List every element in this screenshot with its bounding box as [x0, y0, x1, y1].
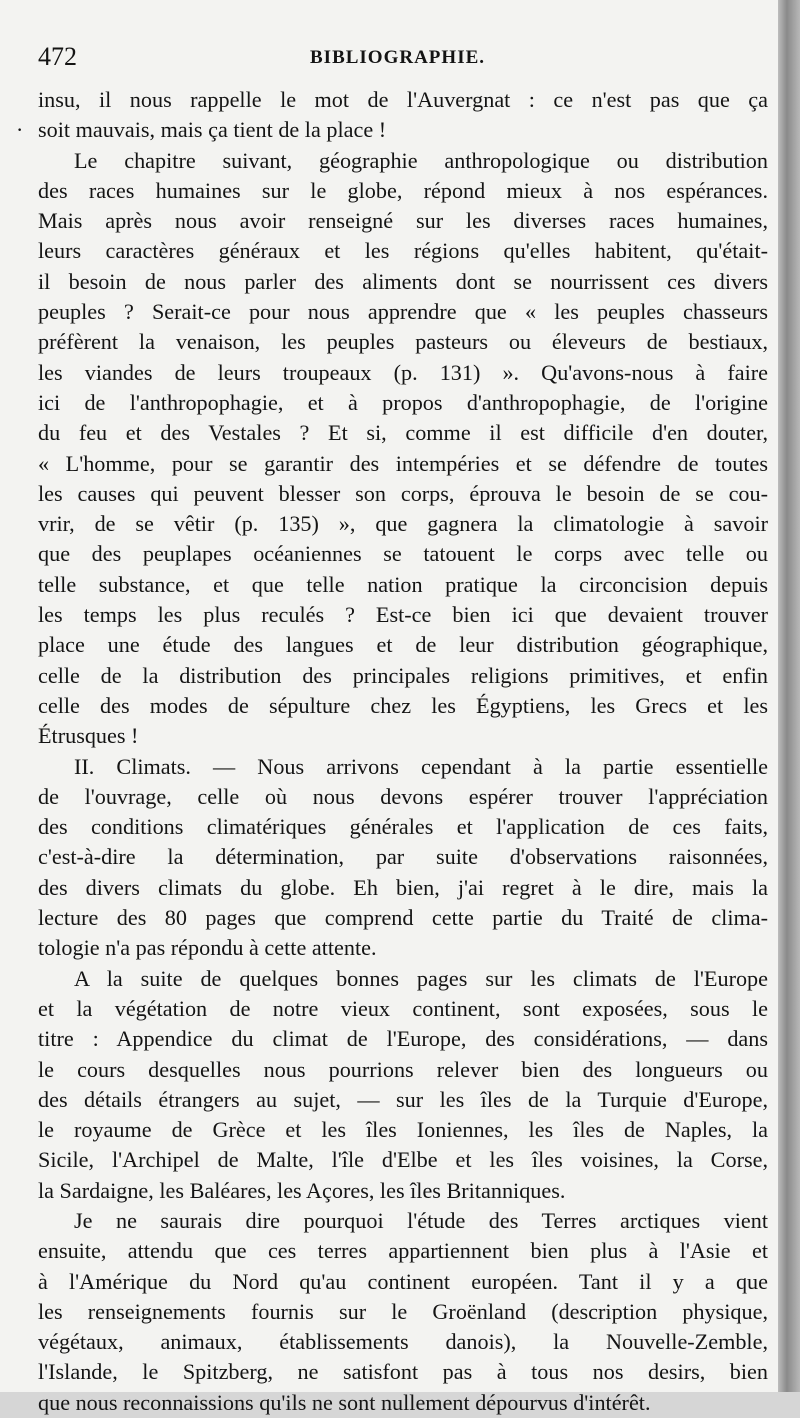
text-line [38, 1357, 768, 1387]
line-text: Mais après nous avoir renseigné sur les diverses races humaines, [38, 208, 768, 234]
page-header [38, 40, 768, 80]
text-line [38, 721, 768, 751]
text-line [38, 1145, 768, 1175]
text-line [38, 206, 768, 236]
text-line [38, 479, 768, 509]
text-line [38, 842, 768, 872]
text-line [38, 388, 768, 418]
line-text: soit mauvais, mais ça tient de la place ! [38, 117, 387, 143]
line-text: les renseignements fournis sur le Groënland (description physique, [38, 1298, 768, 1324]
text-line [38, 509, 768, 539]
text-line [38, 812, 768, 842]
text-line [38, 600, 768, 630]
text-line [38, 630, 768, 660]
text-line [38, 1115, 768, 1145]
line-text: ici de l'anthropophagie, et à propos d'anthropophagie, de l'origine [38, 389, 768, 415]
line-text: « L'homme, pour se garantir des intempéries et se défendre de toutes [38, 450, 768, 476]
text-line [38, 964, 768, 994]
line-text: leurs caractères généraux et les régions qu'elles habitent, qu'était- [38, 238, 768, 264]
text-line [38, 1297, 768, 1327]
text-line [38, 146, 768, 176]
line-text: les causes qui peuvent blesser son corps, éprouva le besoin de se cou- [38, 480, 768, 506]
running-head: BIBLIOGRAPHIE. [310, 47, 486, 68]
line-text: le cours desquelles nous pourrions relever bien des longueurs ou [38, 1056, 768, 1082]
text-line [38, 1024, 768, 1054]
line-text: des détails étrangers au sujet, — sur les îles de la Turquie d'Europe, [38, 1086, 768, 1112]
text-line [38, 994, 768, 1024]
line-text: telle substance, et que telle nation pratique la circoncision depuis [38, 571, 768, 597]
line-text: Sicile, l'Archipel de Malte, l'île d'Elbe et les îles voisines, la Corse, [38, 1147, 768, 1173]
text-line [38, 176, 768, 206]
text-line [38, 449, 768, 479]
line-text: que des peuplapes océaniennes se tatouent le corps avec telle ou [38, 541, 768, 567]
text-line [38, 236, 768, 266]
line-text: l'Islande, le Spitzberg, ne satisfont pas à tous nos desirs, bien [38, 1359, 768, 1385]
line-text: Je ne saurais dire pourquoi l'étude des Terres arctiques vient [74, 1207, 768, 1233]
line-text: du feu et des Vestales ? Et si, comme il est difficile d'en douter, [38, 420, 768, 446]
text-line [38, 1267, 768, 1297]
line-text: celle des modes de sépulture chez les Égyptiens, les Grecs et les [38, 692, 768, 718]
text-line [38, 570, 768, 600]
text-line [38, 297, 768, 327]
text-line [38, 267, 768, 297]
line-text: ensuite, attendu que ces terres appartiennent bien plus à l'Asie et [38, 1238, 768, 1264]
line-text: les temps les plus reculés ? Est-ce bien ici que devaient trouver [38, 602, 768, 628]
line-text: des races humaines sur le globe, répond mieux à nos espérances. [38, 177, 768, 203]
text-line [38, 1176, 768, 1206]
text-line [38, 691, 768, 721]
line-text: préfèrent la venaison, les peuples pasteurs ou éleveurs de bestiaux, [38, 329, 768, 355]
text-line [38, 85, 768, 115]
line-text: place une étude des langues et de leur distribution géographique, [38, 632, 768, 658]
line-text: titre : Appendice du climat de l'Europe, des considérations, — dans [38, 1026, 768, 1052]
line-text: le royaume de Grèce et les îles Ioniennes, les îles de Naples, la [38, 1117, 768, 1143]
text-line [38, 539, 768, 569]
text-line [38, 903, 768, 933]
line-text: de l'ouvrage, celle où nous devons espérer trouver l'appréciation [38, 783, 768, 809]
line-text: celle de la distribution des principales religions primitives, et enfin [38, 662, 768, 688]
line-text: végétaux, animaux, établissements danois), la Nouvelle-Zemble, [38, 1329, 768, 1355]
line-text: tologie n'a pas répondu à cette attente. [38, 935, 377, 961]
text-line [38, 873, 768, 903]
line-text: peuples ? Serait-ce pour nous apprendre que « les peuples chasseurs [38, 299, 768, 325]
line-text: lecture des 80 pages que comprend cette partie du Traité de clima- [38, 905, 768, 931]
text-line [38, 1327, 768, 1357]
line-text: II. Climats. — Nous arrivons cependant à la partie essentielle [74, 753, 768, 779]
text-line [38, 327, 768, 357]
text-line [38, 1206, 768, 1236]
text-line [38, 1388, 768, 1418]
line-text: les viandes de leurs troupeaux (p. 131) ». Qu'avons-nous à faire [38, 359, 768, 385]
line-text: Étrusques ! [38, 723, 139, 749]
line-text: vrir, de se vêtir (p. 135) », que gagnera la climatologie à savoir [38, 511, 768, 537]
line-text: la Sardaigne, les Baléares, les Açores, les îles Britanniques. [38, 1177, 566, 1203]
line-text: que nous reconnaissions qu'ils ne sont nullement dépourvus d'intérêt. [38, 1389, 651, 1415]
line-text: Le chapitre suivant, géographie anthropologique ou distribution [74, 147, 768, 173]
text-line [38, 661, 768, 691]
text-line [38, 752, 768, 782]
text-line [38, 782, 768, 812]
line-text: insu, il nous rappelle le mot de l'Auvergnat : ce n'est pas que ça [38, 87, 768, 112]
line-text: et la végétation de notre vieux continent, sont exposées, sous le [38, 995, 768, 1021]
text-line [38, 1236, 768, 1266]
text-line [38, 1055, 768, 1085]
body-text [16, 85, 768, 1418]
margin-mark: · [16, 117, 24, 143]
text-line [38, 418, 768, 448]
page-edge-shadow [778, 0, 800, 1392]
line-text: A la suite de quelques bonnes pages sur les climats de l'Europe [74, 965, 768, 991]
text-line [16, 115, 768, 145]
text-line [38, 1085, 768, 1115]
page-number: 472 [38, 42, 77, 71]
text-line [38, 358, 768, 388]
line-text: c'est-à-dire la détermination, par suite d'observations raisonnées, [38, 844, 768, 870]
line-text: il besoin de nous parler des aliments dont se nourrissent ces divers [38, 268, 768, 294]
text-line [38, 933, 768, 963]
line-text: des divers climats du globe. Eh bien, j'ai regret à le dire, mais la [38, 874, 768, 900]
line-text: à l'Amérique du Nord qu'au continent européen. Tant il y a que [38, 1268, 768, 1294]
line-text: des conditions climatériques générales et l'application de ces faits, [38, 814, 768, 840]
